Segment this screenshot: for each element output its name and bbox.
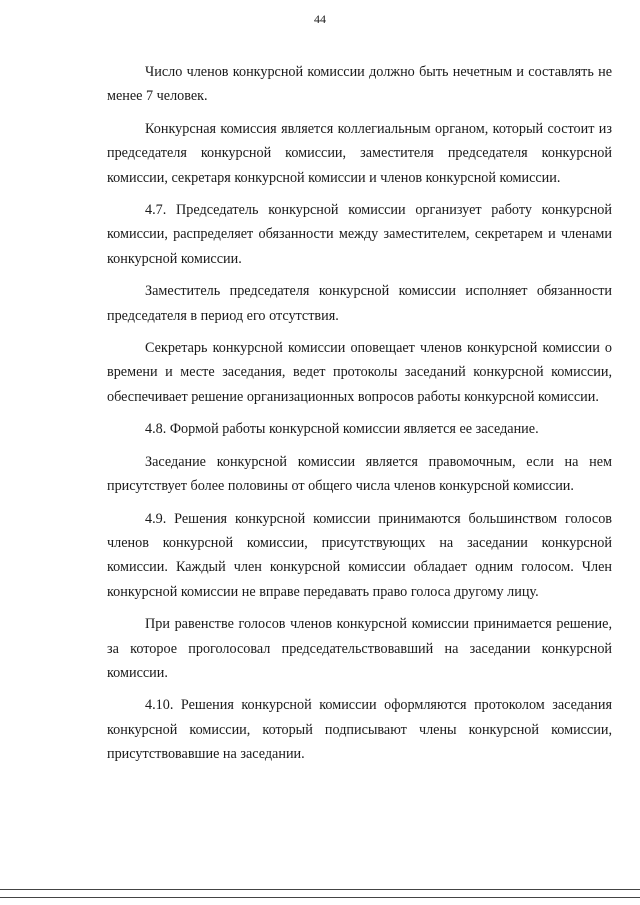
paragraph: Конкурсная комиссия является коллегиальным органом, который состоит из председателя конкурсной комиссии, заместителя председателя конкурсной комиссии, секретаря конкурсной комиссии и членов конкурсной комиссии.	[107, 120, 612, 186]
paragraph: Заседание конкурсной комиссии является правомочным, если на нем присутствует более половины от общего числа членов конкурсной комиссии.	[107, 453, 612, 495]
paragraph: Секретарь конкурсной комиссии оповещает членов конкурсной комиссии о времени и месте заседания, ведет протоколы заседаний конкурсной комиссии, обеспечивает решение организационных вопросов работы конкурсной комиссии.	[107, 340, 612, 405]
paragraph: 4.7. Председатель конкурсной комиссии организует работу конкурсной комиссии, распределяет обязанности между заместителем, секретарем и членами конкурсной комиссии.	[107, 202, 612, 267]
paragraph: Заместитель председателя конкурсной комиссии исполняет обязанности председателя в период его отсутствия.	[107, 283, 612, 324]
footer-divider	[0, 889, 640, 890]
page-number: 44	[314, 12, 326, 26]
paragraph: Число членов конкурсной комиссии должно быть нечетным и составлять не менее 7 человек.	[107, 64, 612, 105]
paragraph: 4.10. Решения конкурсной комиссии оформляются протоколом заседания конкурсной комиссии, который подписывают члены конкурсной комиссии, присутствовавшие на заседании.	[107, 697, 612, 763]
paragraph: При равенстве голосов членов конкурсной комиссии принимается решение, за которое проголосовал председательствовавший на заседании конкурсной комиссии.	[107, 616, 612, 681]
document-body	[107, 60, 612, 775]
paragraph: 4.9. Решения конкурсной комиссии принимаются большинством голосов членов конкурсной комиссии, присутствующих на заседании конкурсной комиссии. Каждый член конкурсной комиссии обладает одним голосом. Член конкурсной комиссии не вправе передавать право голоса другому лицу.	[107, 510, 612, 600]
footer-divider	[0, 897, 640, 898]
paragraph: 4.8. Формой работы конкурсной комиссии является ее заседание.	[145, 421, 539, 438]
